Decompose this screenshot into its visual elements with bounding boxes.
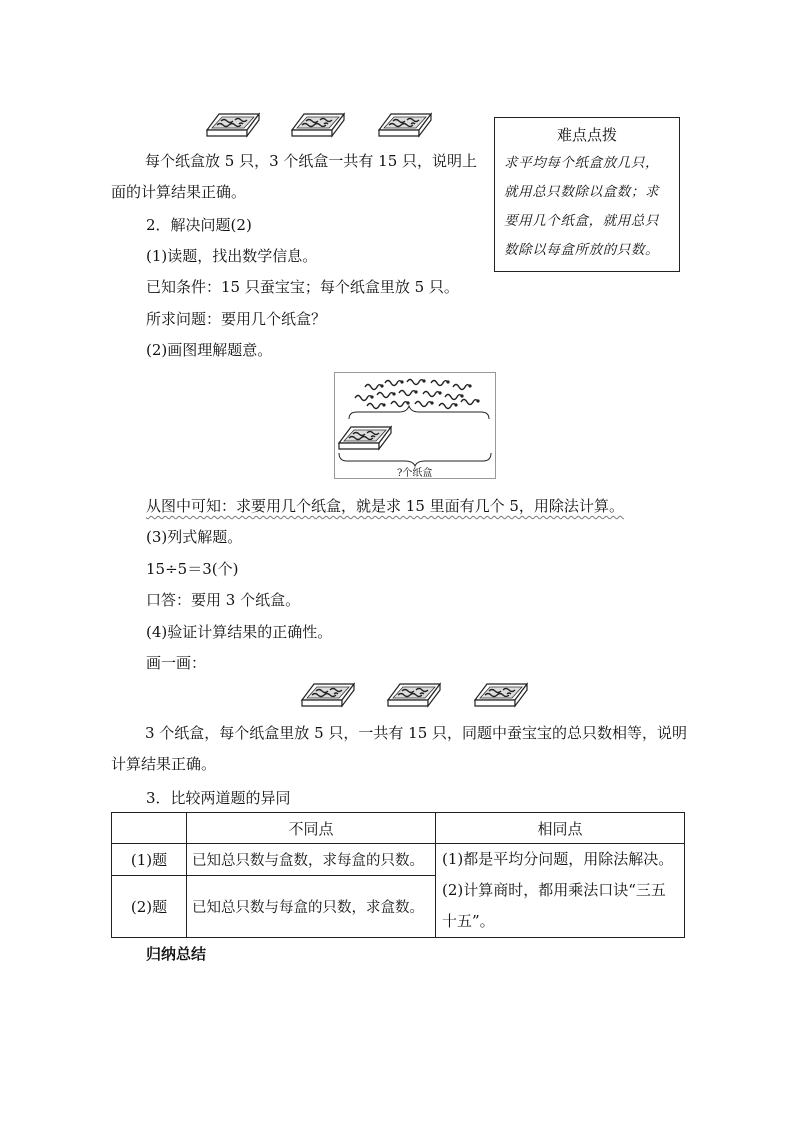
silkworm-icon xyxy=(355,395,374,400)
silkworm-box-icon xyxy=(377,110,433,140)
table-header-cell xyxy=(112,813,187,844)
silkworm-icon xyxy=(407,379,426,384)
silkworm-box-icon xyxy=(339,427,391,449)
silkworm-box-icon xyxy=(205,110,261,140)
silkworm-icon xyxy=(391,401,410,406)
section2-heading: 2．解决问题(2) xyxy=(146,216,252,234)
row-label: (2)题 xyxy=(112,876,187,938)
comparison-table xyxy=(111,812,685,938)
draw-label: 画一画： xyxy=(146,654,207,672)
silkworm-icon xyxy=(431,380,450,385)
silkworm-icon xyxy=(385,380,404,385)
silkworm-icon xyxy=(415,401,434,406)
silkworm-box-icon xyxy=(473,680,529,710)
insight: 从图中可知：求要用几个纸盒，就是求 15 里面有几个 5，用除法计算。 xyxy=(146,497,624,515)
silkworm-icon xyxy=(439,403,458,408)
known-conditions: 已知条件：15 只蚕宝宝；每个纸盒里放 5 只。 xyxy=(146,278,459,296)
step4: (4)验证计算结果的正确性。 xyxy=(146,623,333,641)
same-point: (1)都是平均分问题，用除法解决。 xyxy=(442,850,674,868)
row-diff: 已知总只数与盒数，求每盒的只数。 xyxy=(187,844,436,876)
section3-heading: 3．比较两道题的异同 xyxy=(146,789,291,807)
silkworm-group xyxy=(355,379,480,408)
step3: (3)列式解题。 xyxy=(146,528,243,546)
row-label: (1)题 xyxy=(112,844,187,876)
section1-conclusion: 每个纸盒放 5 只，3 个纸盒一共有 15 只，说明上面的计算结果正确。 xyxy=(111,152,478,201)
table-header-cell: 相同点 xyxy=(436,813,685,844)
question: 所求问题：要用几个纸盒？ xyxy=(146,310,327,328)
silkworm-icon xyxy=(461,399,480,404)
tip-title: 难点点拨 xyxy=(556,126,617,144)
figure-drawing xyxy=(335,373,495,478)
tip-body: 求平均每个纸盒放几只，就用总只数除以盒数；求要用几个纸盒，就用总只数除以每盒所放的只数。 xyxy=(504,155,660,258)
figure-label: ?个纸盒 xyxy=(397,468,433,479)
tip-box xyxy=(494,117,680,272)
row-diff: 已知总只数与每盒的只数，求盒数。 xyxy=(187,876,436,938)
figure xyxy=(334,372,496,479)
silkworm-icon xyxy=(367,403,386,408)
answer: 口答：要用 3 个纸盒。 xyxy=(146,591,301,609)
verify-text: 3 个纸盒，每个纸盒里放 5 只，一共有 15 只，同题中蚕宝宝的总只数相等，说明计算结果正确。 xyxy=(111,724,688,773)
silkworm-icon xyxy=(365,384,384,389)
silkworm-box-icon xyxy=(386,680,442,710)
table-header-cell: 不同点 xyxy=(187,813,436,844)
same-points xyxy=(436,844,685,938)
silkworm-icon xyxy=(445,394,464,399)
same-point: (2)计算商时，都用乘法口诀“三五十五”。 xyxy=(442,881,666,930)
table-row xyxy=(112,844,685,876)
silkworm-box-icon xyxy=(290,110,346,140)
silkworm-icon xyxy=(399,390,418,395)
equation: 15÷5＝3(个) xyxy=(146,560,239,578)
step1: (1)读题，找出数学信息。 xyxy=(146,247,318,265)
silkworm-box-icon xyxy=(300,680,356,710)
step2: (2)画图理解题意。 xyxy=(146,341,273,359)
silkworm-icon xyxy=(423,391,442,396)
table-header-row xyxy=(112,813,685,844)
silkworm-icon xyxy=(377,392,396,397)
silkworm-icon xyxy=(453,384,472,389)
summary-heading: 归纳总结 xyxy=(146,945,207,963)
